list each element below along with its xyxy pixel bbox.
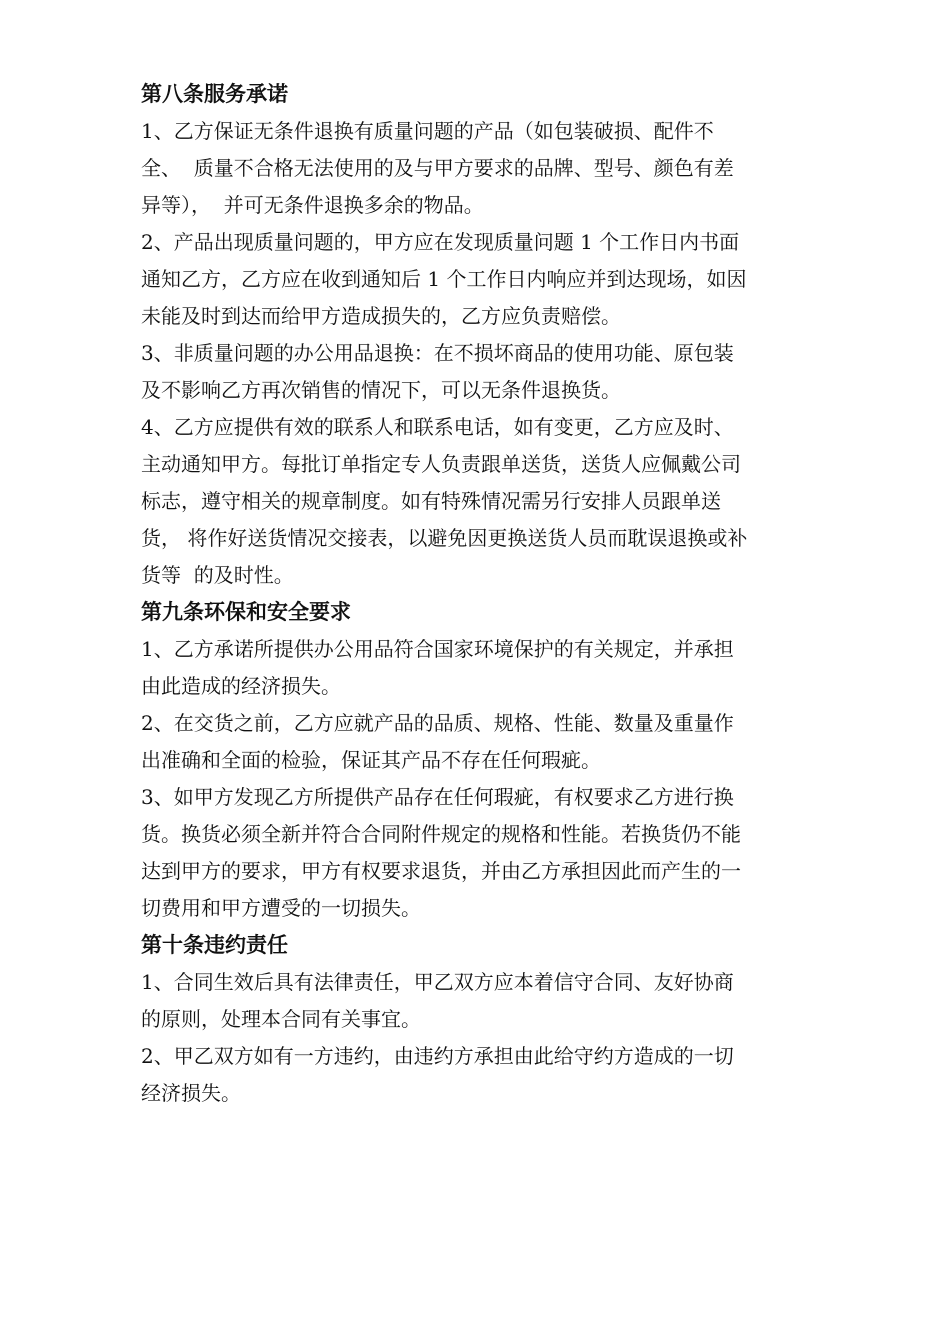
clause-9-3 — [141, 779, 821, 927]
text-line: 主动通知甲方。每批订单指定专人负责跟单送货，送货人应佩戴公司 — [141, 452, 741, 476]
text-line: 4、乙方应提供有效的联系人和联系电话，如有变更，乙方应及时、 — [141, 415, 734, 439]
text-line: 全、 质量不合格无法使用的及与甲方要求的品牌、型号、颜色有差 — [141, 156, 734, 180]
text-line: 1、合同生效后具有法律责任，甲乙双方应本着信守合同、友好协商 — [141, 970, 734, 994]
clause-10-1 — [141, 964, 821, 1038]
text-line: 2、产品出现质量问题的，甲方应在发现质量问题 1 个工作日内书面 — [141, 230, 740, 254]
text-line: 1、乙方承诺所提供办公用品符合国家环境保护的有关规定，并承担 — [141, 637, 734, 661]
text-line: 经济损失。 — [141, 1081, 241, 1105]
text-line: 标志，遵守相关的规章制度。如有特殊情况需另行安排人员跟单送 — [141, 489, 721, 513]
text-line: 通知乙方，乙方应在收到通知后 1 个工作日内响应并到达现场，如因 — [141, 267, 747, 291]
text-line: 异等）， 并可无条件退换多余的物品。 — [141, 193, 484, 217]
text-line: 货， 将作好送货情况交接表，以避免因更换送货人员而耽误退换或补 — [141, 526, 748, 550]
section-heading-8: 第八条服务承诺 — [141, 82, 288, 106]
text-line: 未能及时到达而给甲方造成损失的，乙方应负责赔偿。 — [141, 304, 621, 328]
text-line: 2、在交货之前，乙方应就产品的品质、规格、性能、数量及重量作 — [141, 711, 734, 735]
clause-8-2 — [141, 224, 821, 335]
section-heading-10: 第十条违约责任 — [141, 933, 288, 957]
clause-8-3 — [141, 335, 821, 409]
clause-9-2 — [141, 705, 821, 779]
text-line: 3、非质量问题的办公用品退换：在不损坏商品的使用功能、原包装 — [141, 341, 734, 365]
clause-9-1 — [141, 631, 821, 705]
text-line: 的原则，处理本合同有关事宜。 — [141, 1007, 421, 1031]
section-heading-9: 第九条环保和安全要求 — [141, 600, 351, 624]
text-line: 由此造成的经济损失。 — [141, 674, 341, 698]
text-line: 出准确和全面的检验，保证其产品不存在任何瑕疵。 — [141, 748, 601, 772]
text-line: 达到甲方的要求，甲方有权要求退货，并由乙方承担因此而产生的一 — [141, 859, 741, 883]
text-line: 3、如甲方发现乙方所提供产品存在任何瑕疵，有权要求乙方进行换 — [141, 785, 734, 809]
text-line: 货等 的及时性。 — [141, 563, 294, 587]
text-line: 1、乙方保证无条件退换有质量问题的产品（如包装破损、配件不 — [141, 119, 714, 143]
text-line: 切费用和甲方遭受的一切损失。 — [141, 896, 421, 920]
clause-8-1 — [141, 113, 821, 224]
clause-10-2 — [141, 1038, 821, 1112]
text-line: 2、甲乙双方如有一方违约，由违约方承担由此给守约方造成的一切 — [141, 1044, 734, 1068]
text-line: 及不影响乙方再次销售的情况下，可以无条件退换货。 — [141, 378, 621, 402]
document-page — [141, 76, 821, 1112]
clause-8-4 — [141, 409, 821, 594]
text-line: 货。换货必须全新并符合合同附件规定的规格和性能。若换货仍不能 — [141, 822, 741, 846]
